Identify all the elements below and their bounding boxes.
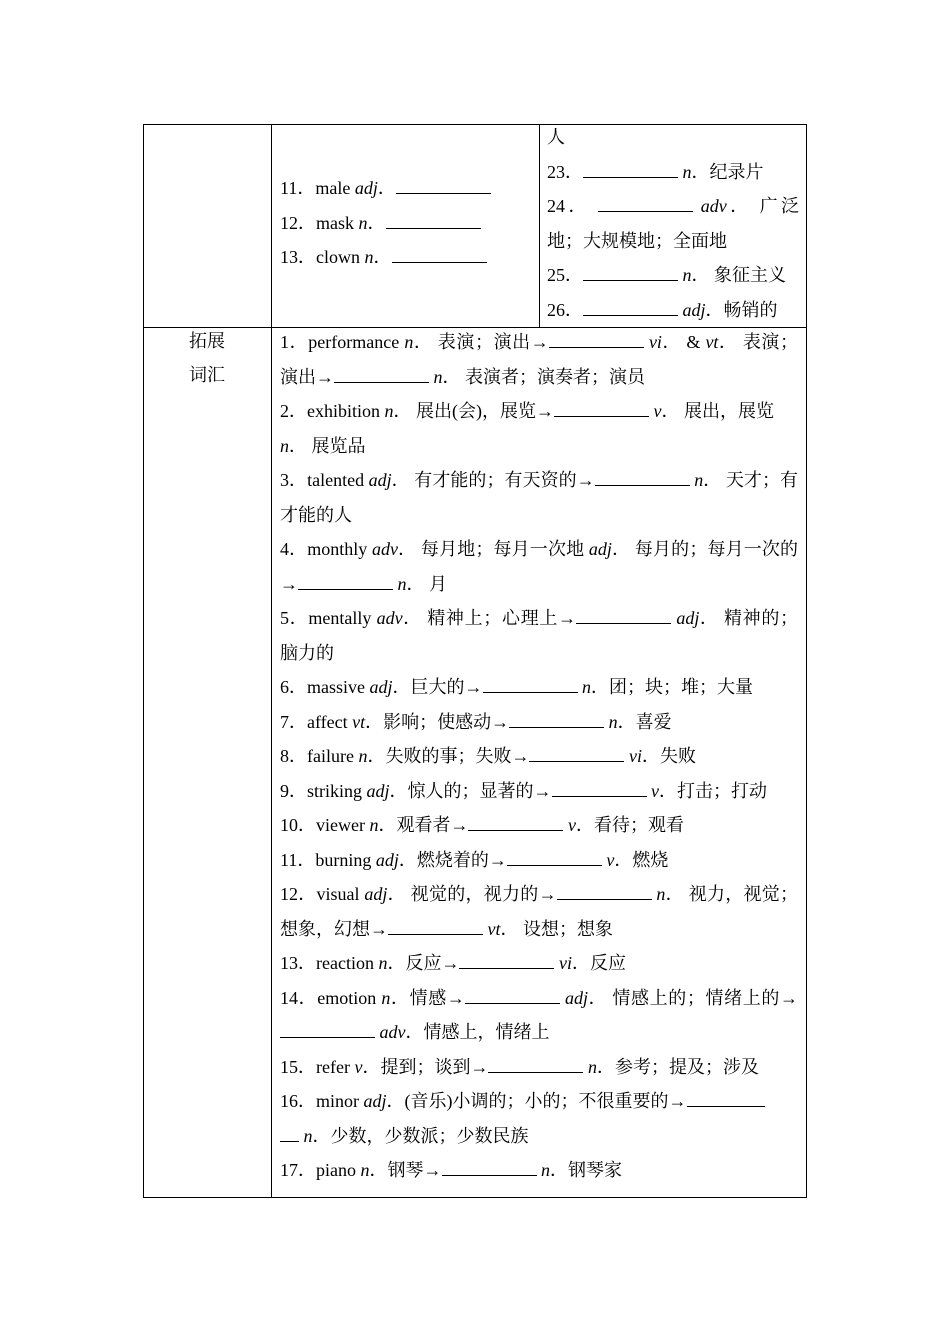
list-item: 12．mask n． xyxy=(280,206,535,241)
answer-blank[interactable] xyxy=(507,850,602,866)
answer-blank[interactable] xyxy=(468,815,563,831)
list-item: 7．affect vt．影响；使感动→ n．喜爱 xyxy=(280,711,672,732)
expand-cell xyxy=(280,325,798,1188)
list-item: 10．viewer n．观看者→ v．看待；观看 xyxy=(280,815,684,835)
answer-blank[interactable] xyxy=(557,884,652,900)
table-border-bottom xyxy=(143,1197,807,1198)
list-item: 9．striking adj．惊人的；显著的→ v．打击；打动 xyxy=(280,780,768,801)
list-item: 5．mentally adv． 精神上；心理上→ adj． 精神的；脑力的 xyxy=(280,608,799,663)
list-item: 13．clown n． xyxy=(280,240,535,275)
list-item: 14．emotion n．情感→ adj． 情感上的；情绪上的→ adv．情感上，情绪上 xyxy=(280,987,799,1042)
answer-blank[interactable] xyxy=(392,247,487,263)
section-label: 拓展 词汇 xyxy=(189,331,225,386)
answer-blank[interactable] xyxy=(529,746,624,762)
list-item: 15．refer v．提到；谈到→ n．参考；提及；涉及 xyxy=(280,1056,759,1077)
answer-blank[interactable] xyxy=(554,401,649,417)
answer-blank[interactable] xyxy=(583,300,678,316)
list-item: 4．monthly adv． 每月地；每月一次地 adj． 每月的；每月一次的→ n． 月 xyxy=(280,539,799,594)
answer-blank[interactable] xyxy=(488,1057,583,1073)
answer-blank[interactable] xyxy=(509,712,604,728)
answer-blank[interactable] xyxy=(576,608,671,624)
continued-text: 人 xyxy=(547,127,565,147)
list-item: 24． adv． 广泛地；大规模地；全面地 xyxy=(547,196,799,251)
answer-blank[interactable] xyxy=(386,213,481,229)
answer-blank[interactable] xyxy=(442,1160,537,1176)
answer-blank[interactable] xyxy=(583,162,678,178)
column-divider-inner xyxy=(539,124,540,328)
answer-blank[interactable] xyxy=(465,988,560,1004)
list-item: 11．male adj． xyxy=(280,171,535,206)
answer-blank[interactable] xyxy=(552,781,647,797)
answer-blank[interactable] xyxy=(583,265,678,281)
answer-blank[interactable] xyxy=(595,470,690,486)
list-item: 26． adj．畅销的 xyxy=(547,299,778,320)
answer-blank[interactable] xyxy=(459,953,554,969)
list-item: 1．performance n． 表演；演出→ vi． & vt． 表演；演出→ n． 表演者；演奏者；演员 xyxy=(280,332,799,387)
list-item: 6．massive adj．巨大的→ n．团；块；堆；大量 xyxy=(280,677,754,697)
table-border-right xyxy=(806,124,807,1198)
answer-blank-cont[interactable] xyxy=(280,1126,299,1142)
answer-blank[interactable] xyxy=(388,919,483,935)
answer-blank[interactable] xyxy=(298,574,393,590)
list-item: 17．piano n．钢琴→ n．钢琴家 xyxy=(280,1160,622,1180)
top-left-cell xyxy=(280,171,535,275)
answer-blank[interactable] xyxy=(483,677,578,693)
table-border-left xyxy=(143,124,144,1198)
list-item: 16．minor adj．(音乐)小调的；小的；不很重要的→ n．少数，少数派；少数民族 xyxy=(280,1084,798,1153)
list-item: 23． n．纪录片 xyxy=(547,161,764,182)
list-item: 3．talented adj． 有才能的；有天资的→ n． 天才；有才能的人 xyxy=(280,470,799,525)
list-item: 11．burning adj．燃烧着的→ v．燃烧 xyxy=(280,849,669,870)
list-item: 25． n． 象征主义 xyxy=(547,265,786,285)
top-right-cell xyxy=(547,120,799,327)
list-item: 8．failure n．失败的事；失败→ vi．失败 xyxy=(280,746,696,766)
answer-blank[interactable] xyxy=(280,1022,375,1038)
list-item: 2．exhibition n． 展出(会)，展览→ v． 展出，展览 n． 展览品 xyxy=(280,401,774,456)
list-item: 12．visual adj． 视觉的，视力的→ n． 视力，视觉；想象，幻想→ vt． 设想；想象 xyxy=(280,884,799,939)
answer-blank[interactable] xyxy=(334,367,429,383)
vocabulary-table xyxy=(143,124,807,1198)
list-item: 13．reaction n．反应→ vi．反应 xyxy=(280,953,626,973)
answer-blank[interactable] xyxy=(549,332,644,348)
answer-blank[interactable] xyxy=(396,178,491,194)
answer-blank[interactable] xyxy=(687,1091,765,1107)
answer-blank[interactable] xyxy=(598,196,693,212)
column-divider xyxy=(271,124,272,1198)
